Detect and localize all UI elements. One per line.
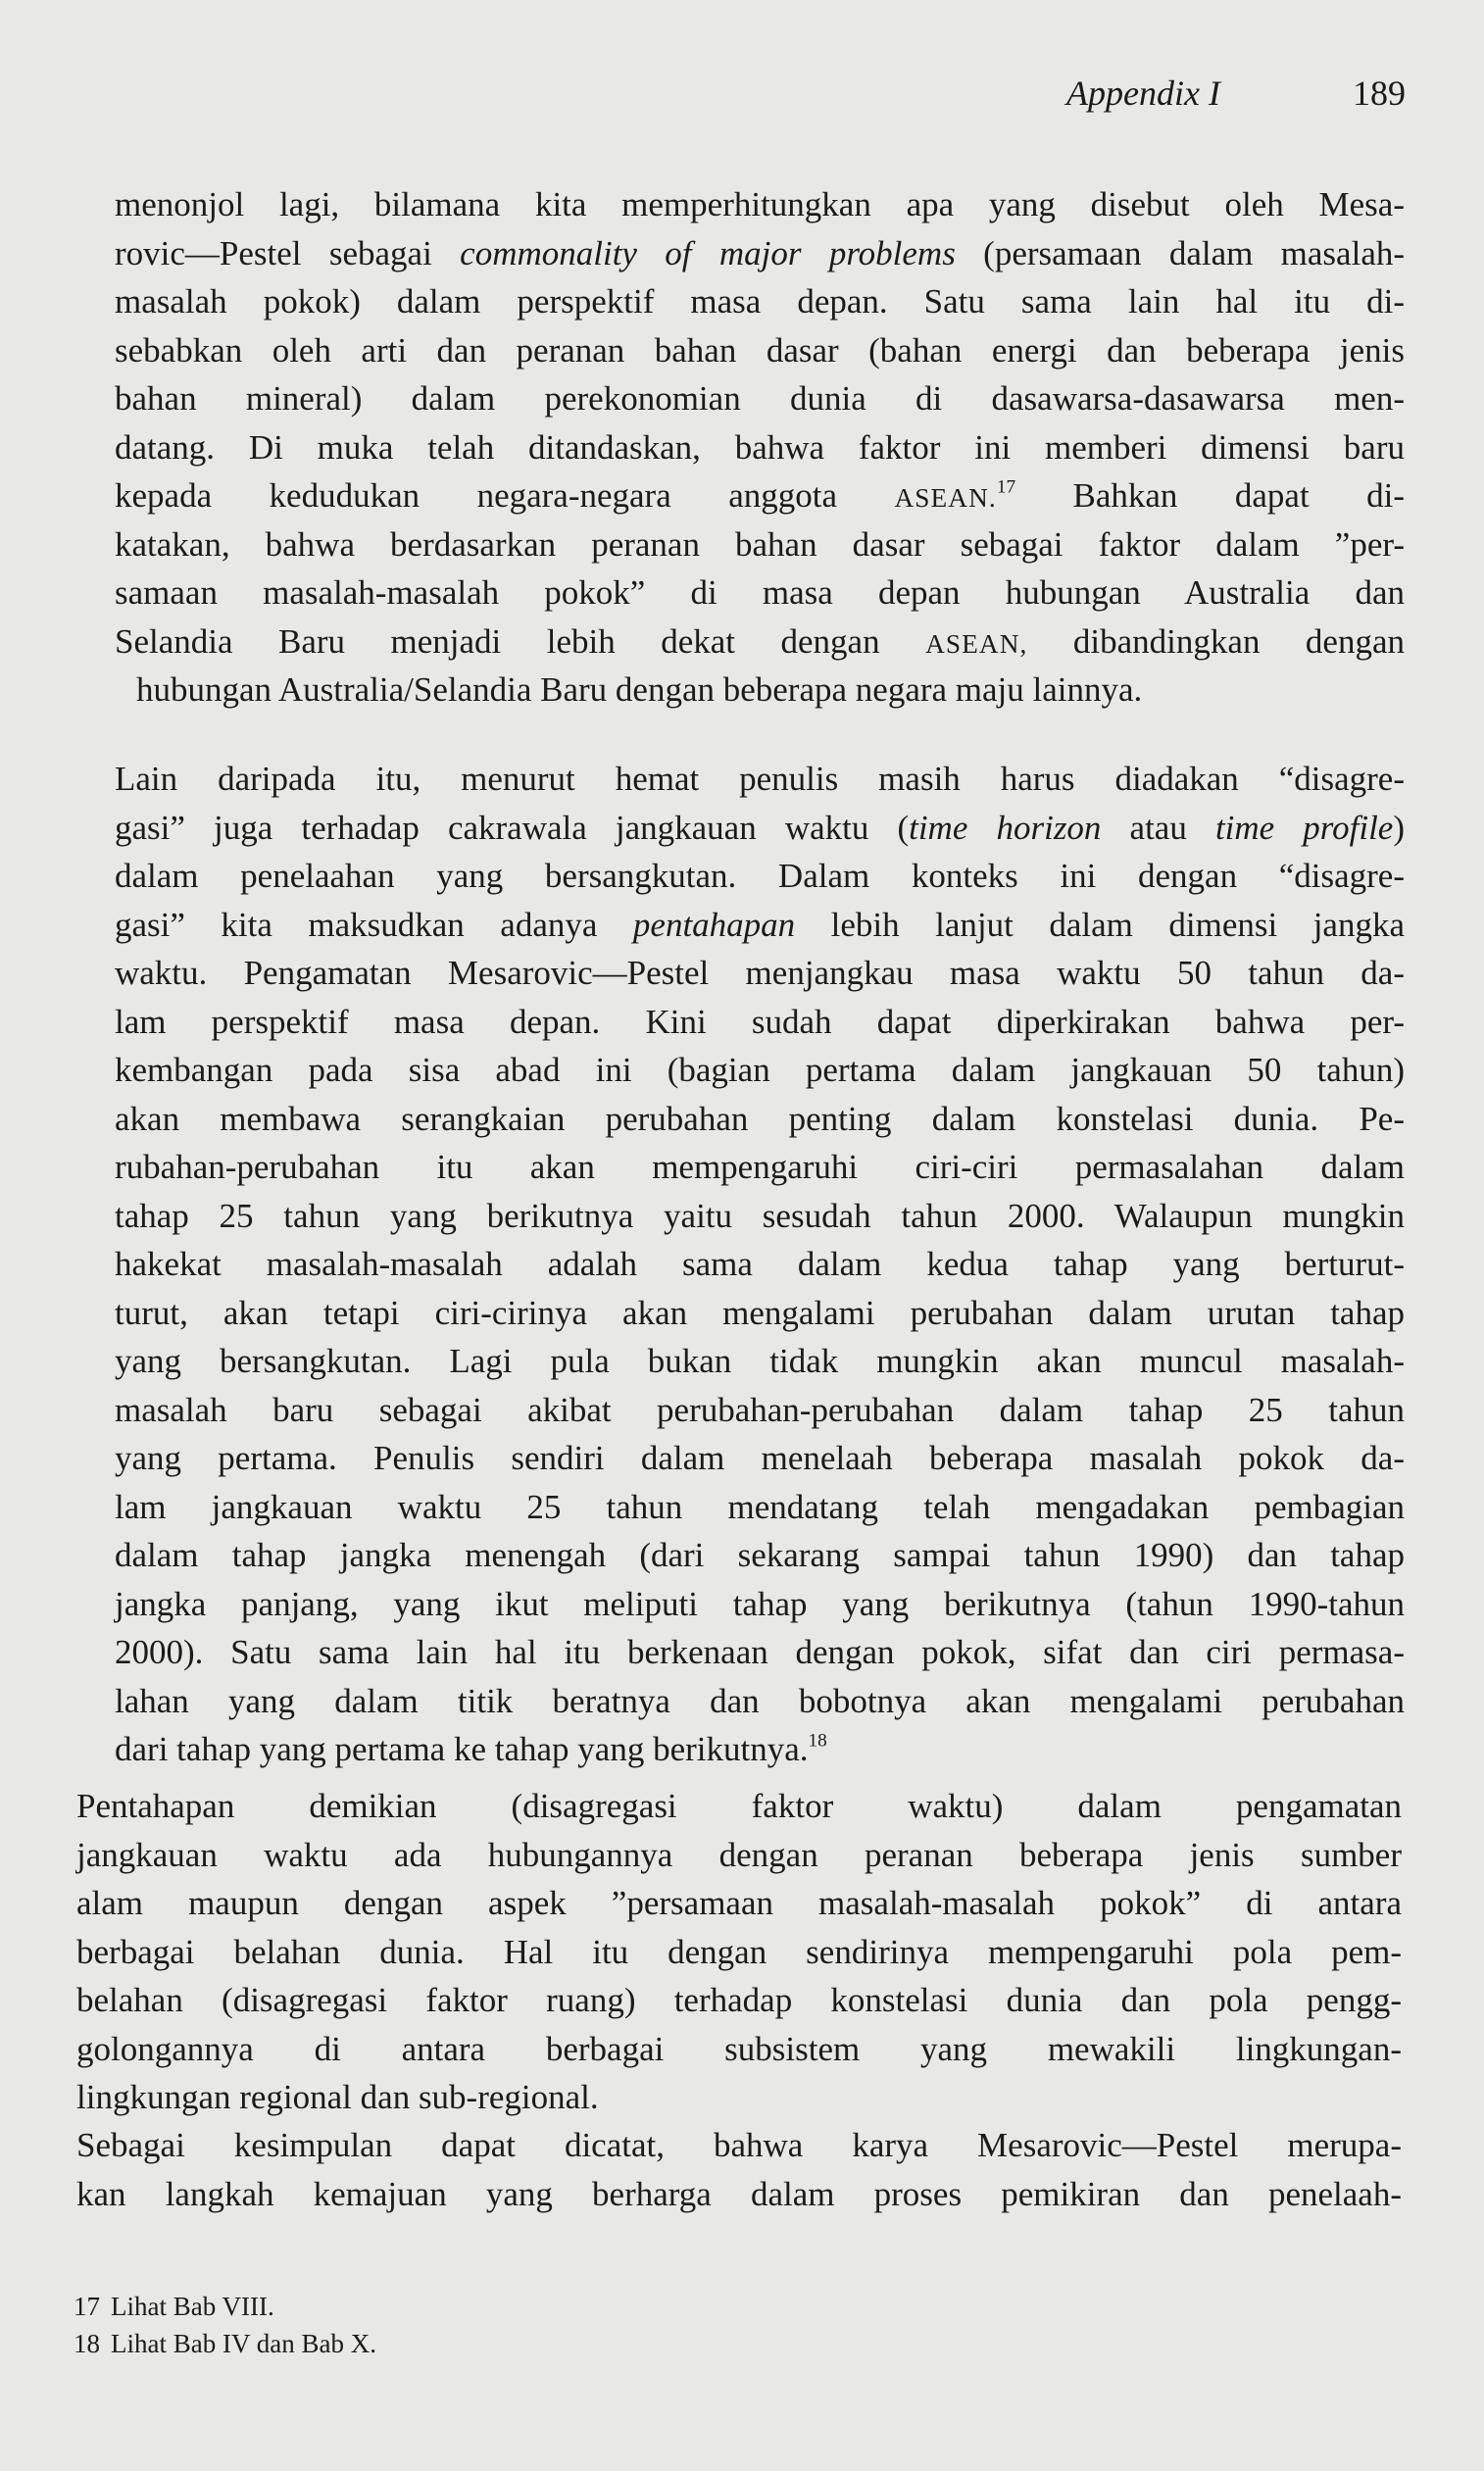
text-line <box>115 1289 1405 1338</box>
text-segment: ASEAN, <box>925 628 1028 659</box>
text-segment: samaan masalah-masalah pokok” di masa depan hubungan Australia dan <box>115 573 1405 612</box>
paragraph-3 <box>76 1782 1402 2122</box>
text-segment: Lain daripada itu, menurut hemat penulis masih harus diadakan “disagre- <box>115 760 1405 798</box>
paragraph-4 <box>76 2121 1402 2218</box>
text-line <box>115 568 1405 618</box>
paragraph-2 <box>115 755 1405 1774</box>
text-segment: masalah baru sebagai akibat perubahan-perubahan dalam tahap 25 tahun <box>115 1390 1405 1429</box>
text-segment: jangkauan waktu ada hubungannya dengan peranan beberapa jenis sumber <box>76 1835 1402 1874</box>
text-line <box>76 1879 1402 1928</box>
text-line <box>115 1192 1405 1241</box>
text-segment: golongannya di antara berbagai subsistem yang mewakili lingkungan- <box>76 2029 1402 2068</box>
text-segment: belahan (disagregasi faktor ruang) terhadap konstelasi dunia dan pola pengg- <box>76 1981 1402 2019</box>
text-segment: sebabkan oleh arti dan peranan bahan dasar (bahan energi dan beberapa jenis <box>115 330 1405 370</box>
text-line <box>115 1580 1405 1629</box>
text-line <box>76 1976 1402 2025</box>
text-segment: ) <box>1393 808 1405 847</box>
page-number: 189 <box>1353 74 1406 113</box>
text-line <box>115 1725 1405 1774</box>
text-line <box>115 1628 1405 1677</box>
text-segment: 2000). Satu sama lain hal itu berkenaan dengan pokok, sifat dan ciri permasa- <box>115 1633 1405 1671</box>
text-line <box>76 2121 1402 2170</box>
text-line <box>76 2170 1402 2219</box>
text-segment: rubahan-perubahan itu akan mempengaruhi ciri-ciri permasalahan dalam <box>115 1148 1405 1186</box>
text-segment: dari tahap yang pertama ke tahap yang berikutnya. <box>115 1730 809 1768</box>
text-line <box>76 1782 1402 1831</box>
text-segment: dibandingkan dengan <box>1027 621 1405 661</box>
text-line <box>115 901 1405 950</box>
text-segment: atau <box>1101 808 1215 847</box>
text-segment: kepada kedudukan negara-negara anggota <box>115 476 895 515</box>
text-line <box>115 1046 1405 1095</box>
text-segment: lahan yang dalam titik beratnya dan bobotnya akan mengalami perubahan <box>115 1681 1405 1720</box>
text-line <box>115 326 1405 375</box>
text-segment: kan langkah kemajuan yang berharga dalam proses pemikiran dan penelaah- <box>76 2174 1402 2213</box>
text-segment: pentahapan <box>632 905 796 944</box>
text-line <box>115 1483 1405 1532</box>
text-segment: kembangan pada sisa abad ini (bagian pertama dalam jangkauan 50 tahun) <box>115 1051 1405 1089</box>
footnote-reference: 17 <box>996 476 1016 498</box>
text-segment: dalam penelaahan yang bersangkutan. Dalam konteks ini dengan “disagre- <box>115 857 1405 895</box>
text-segment: jangka panjang, yang ikut meliputi tahap yang berikutnya (tahun 1990-tahun <box>115 1584 1405 1623</box>
text-segment: commonality of major problems <box>460 233 956 272</box>
text-segment: berbagai belahan dunia. Hal itu dengan sendirinya mempengaruhi pola pem- <box>76 1932 1402 1971</box>
text-segment: lebih lanjut dalam dimensi jangka <box>795 905 1405 944</box>
text-segment: time horizon <box>909 808 1102 847</box>
text-line <box>115 852 1405 901</box>
text-segment: Bahkan dapat di- <box>1015 476 1405 515</box>
text-segment: hakekat masalah-masalah adalah sama dalam kedua tahap yang berturut- <box>115 1245 1405 1283</box>
text-segment: ASEAN. <box>894 483 997 513</box>
footnote-18 <box>74 2325 376 2362</box>
footnote-number: 17 <box>74 2292 100 2321</box>
text-segment: akan membawa serangkaian perubahan penting dalam konstelasi dunia. Pe- <box>115 1099 1405 1138</box>
text-line <box>115 1386 1405 1435</box>
text-line <box>115 1677 1405 1726</box>
text-line <box>115 755 1405 804</box>
text-line <box>115 277 1405 326</box>
text-segment: lam perspektif masa depan. Kini sudah dapat diperkirakan bahwa per- <box>115 1002 1405 1041</box>
text-line <box>76 2073 1402 2122</box>
text-segment: hubungan Australia/Selandia Baru dengan beberapa negara maju lainnya. <box>136 670 1143 709</box>
text-segment: yang bersangkutan. Lagi pula bukan tidak mungkin akan muncul masalah- <box>115 1342 1405 1380</box>
text-line <box>76 1831 1402 1880</box>
text-segment: Sebagai kesimpulan dapat dicatat, bahwa karya Mesarovic—Pestel merupa- <box>76 2126 1402 2164</box>
text-segment: gasi” juga terhadap cakrawala jangkauan waktu ( <box>115 808 910 847</box>
footnote-reference: 18 <box>808 1730 827 1752</box>
text-line <box>115 1240 1405 1289</box>
text-segment: Selandia Baru menjadi lebih dekat dengan <box>115 621 926 661</box>
text-line <box>115 949 1405 998</box>
text-segment: dalam tahap jangka menengah (dari sekarang sampai tahun 1990) dan tahap <box>115 1536 1405 1574</box>
text-line <box>115 229 1405 278</box>
footnote-text: Lihat Bab IV dan Bab X. <box>111 2329 376 2358</box>
text-segment: bahan mineral) dalam perekonomian dunia di dasawarsa-dasawarsa men- <box>115 379 1405 418</box>
text-line <box>115 804 1405 853</box>
text-segment: datang. Di muka telah ditandaskan, bahwa faktor ini memberi dimensi baru <box>115 427 1405 467</box>
text-segment: menonjol lagi, bilamana kita memperhitungkan apa yang disebut oleh Mesa- <box>115 185 1405 223</box>
text-segment: waktu. Pengamatan Mesarovic—Pestel menjangkau masa waktu 50 tahun da- <box>115 954 1405 992</box>
text-line <box>115 1337 1405 1386</box>
text-line <box>76 1928 1402 1977</box>
text-line <box>115 180 1405 229</box>
text-line <box>115 471 1405 520</box>
footnote-17 <box>74 2288 274 2325</box>
text-segment: time profile <box>1214 808 1394 847</box>
text-line <box>115 1434 1405 1483</box>
text-line <box>115 520 1405 569</box>
running-header-title: Appendix I <box>1066 74 1220 113</box>
text-segment: (persamaan dalam masalah- <box>955 233 1406 272</box>
text-segment: lingkungan regional dan sub-regional. <box>76 2078 599 2116</box>
footnote-text: Lihat Bab VIII. <box>111 2292 274 2321</box>
paragraph-1 <box>115 180 1405 715</box>
text-segment: yang pertama. Penulis sendiri dalam menelaah beberapa masalah pokok da- <box>115 1439 1405 1477</box>
text-line <box>115 1143 1405 1192</box>
text-segment: gasi” kita maksudkan adanya <box>115 905 633 944</box>
text-line <box>115 1531 1405 1580</box>
text-segment: alam maupun dengan aspek ”persamaan masalah-masalah pokok” di antara <box>76 1884 1402 1922</box>
text-segment: rovic—Pestel sebagai <box>115 233 461 272</box>
text-line <box>115 618 1405 667</box>
text-segment: turut, akan tetapi ciri-cirinya akan mengalami perubahan dalam urutan tahap <box>115 1293 1405 1332</box>
text-line <box>115 998 1405 1047</box>
text-line <box>115 1095 1405 1144</box>
text-segment: tahap 25 tahun yang berikutnya yaitu sesudah tahun 2000. Walaupun mungkin <box>115 1196 1405 1235</box>
text-line <box>115 666 1405 715</box>
text-line <box>115 423 1405 472</box>
text-line <box>115 374 1405 423</box>
footnote-number: 18 <box>74 2329 100 2358</box>
text-segment: lam jangkauan waktu 25 tahun mendatang telah mengadakan pembagian <box>115 1487 1405 1526</box>
text-segment: Pentahapan demikian (disagregasi faktor waktu) dalam pengamatan <box>76 1787 1402 1825</box>
text-segment: katakan, bahwa berdasarkan peranan bahan dasar sebagai faktor dalam ”per- <box>115 524 1405 564</box>
text-segment: masalah pokok) dalam perspektif masa depan. Satu sama lain hal itu di- <box>115 282 1405 321</box>
text-line <box>76 2025 1402 2074</box>
